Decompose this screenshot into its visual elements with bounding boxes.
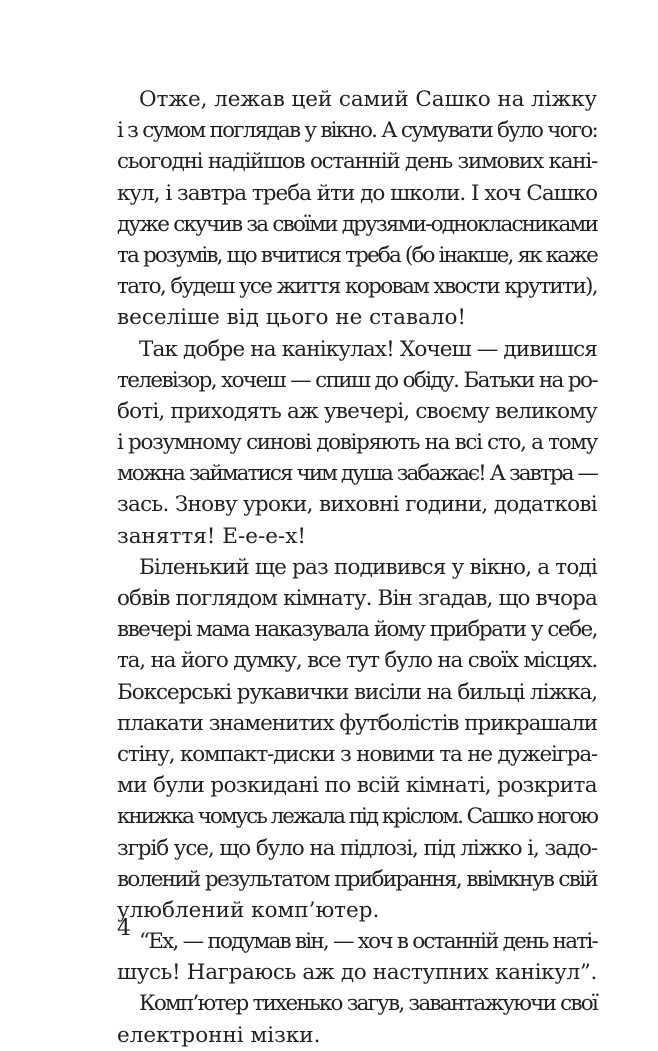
text-line: і з сумом поглядав у вікно. А сумувати було чого:: [117, 118, 597, 144]
text-line: і розумному синові довіряють на всі сто, а тому: [117, 430, 597, 456]
text-line: стіну, компакт-диски з новими та не дужеігра-: [117, 741, 597, 767]
text-line: згріб усе, що було на підлозі, під ліжко і, задо-: [117, 835, 597, 861]
text-line: телевізор, хочеш — спиш до обіду. Батьки на ро-: [117, 367, 597, 393]
text-line: та, на його думку, все тут було на своїх місцях.: [117, 648, 597, 674]
page-number: 4: [117, 916, 131, 941]
text-line: книжка чомусь лежала під кріслом. Сашко ногою: [117, 804, 597, 830]
text-line: дуже скучив за своїми друзями-однокласниками: [117, 211, 597, 237]
text-line: ввечері мама наказувала йому прибрати у себе,: [117, 617, 597, 643]
paragraph-1: [117, 84, 597, 334]
text-line: обвів поглядом кімнату. Він згадав, що вчора: [117, 586, 597, 611]
page-text: [117, 84, 597, 1051]
text-line: заняття! Е-е-е-х!: [117, 523, 306, 549]
text-line: “Ех, — подумав він, — хоч в останній день наті-: [139, 929, 597, 955]
text-line: волений результатом прибирання, ввімкнув свій: [117, 866, 597, 892]
text-line: сьогодні надійшов останній день зимових кані-: [117, 149, 597, 175]
text-line: кул, і завтра треба йти до школи. І хоч Сашко: [117, 180, 597, 206]
text-line: електронні мізки.: [117, 1022, 321, 1048]
text-line: плакати знаменитих футболістів прикрашали: [117, 710, 597, 736]
text-line: улюблений комп’ютер.: [117, 897, 380, 923]
paragraph-5: [117, 988, 597, 1050]
text-line: веселіше від цього не ставало!: [117, 305, 467, 331]
text-line: Комп’ютер тихенько загув, завантажуючи свої: [139, 991, 597, 1017]
text-line: шусь! Награюсь аж до наступних канікул”.: [117, 960, 597, 986]
text-line: та розумів, що вчитися треба (бо інакше, як каже: [117, 242, 597, 268]
text-line: Боксерські рукавички висіли на бильці ліжка,: [117, 679, 597, 705]
text-line: ми були розкидані по всій кімнаті, розкрита: [117, 773, 597, 799]
text-line: тато, будеш усе життя коровам хвости крутити),: [117, 274, 597, 300]
text-line: Так добре на канікулах! Хочеш — дивишся: [139, 336, 597, 362]
text-line: Отже, лежав цей самий Сашко на ліжку: [139, 87, 597, 112]
text-line: Біленький ще раз подивився у вікно, а тоді: [139, 554, 597, 580]
paragraph-3: [117, 552, 597, 926]
paragraph-2: [117, 334, 597, 552]
text-line: зась. Знову уроки, виховні години, додаткові: [117, 492, 597, 518]
text-line: можна займатися чим душа забажає! А завтра —: [117, 461, 597, 487]
paragraph-4: [117, 926, 597, 988]
text-line: боті, приходять аж увечері, своєму великому: [117, 398, 597, 424]
